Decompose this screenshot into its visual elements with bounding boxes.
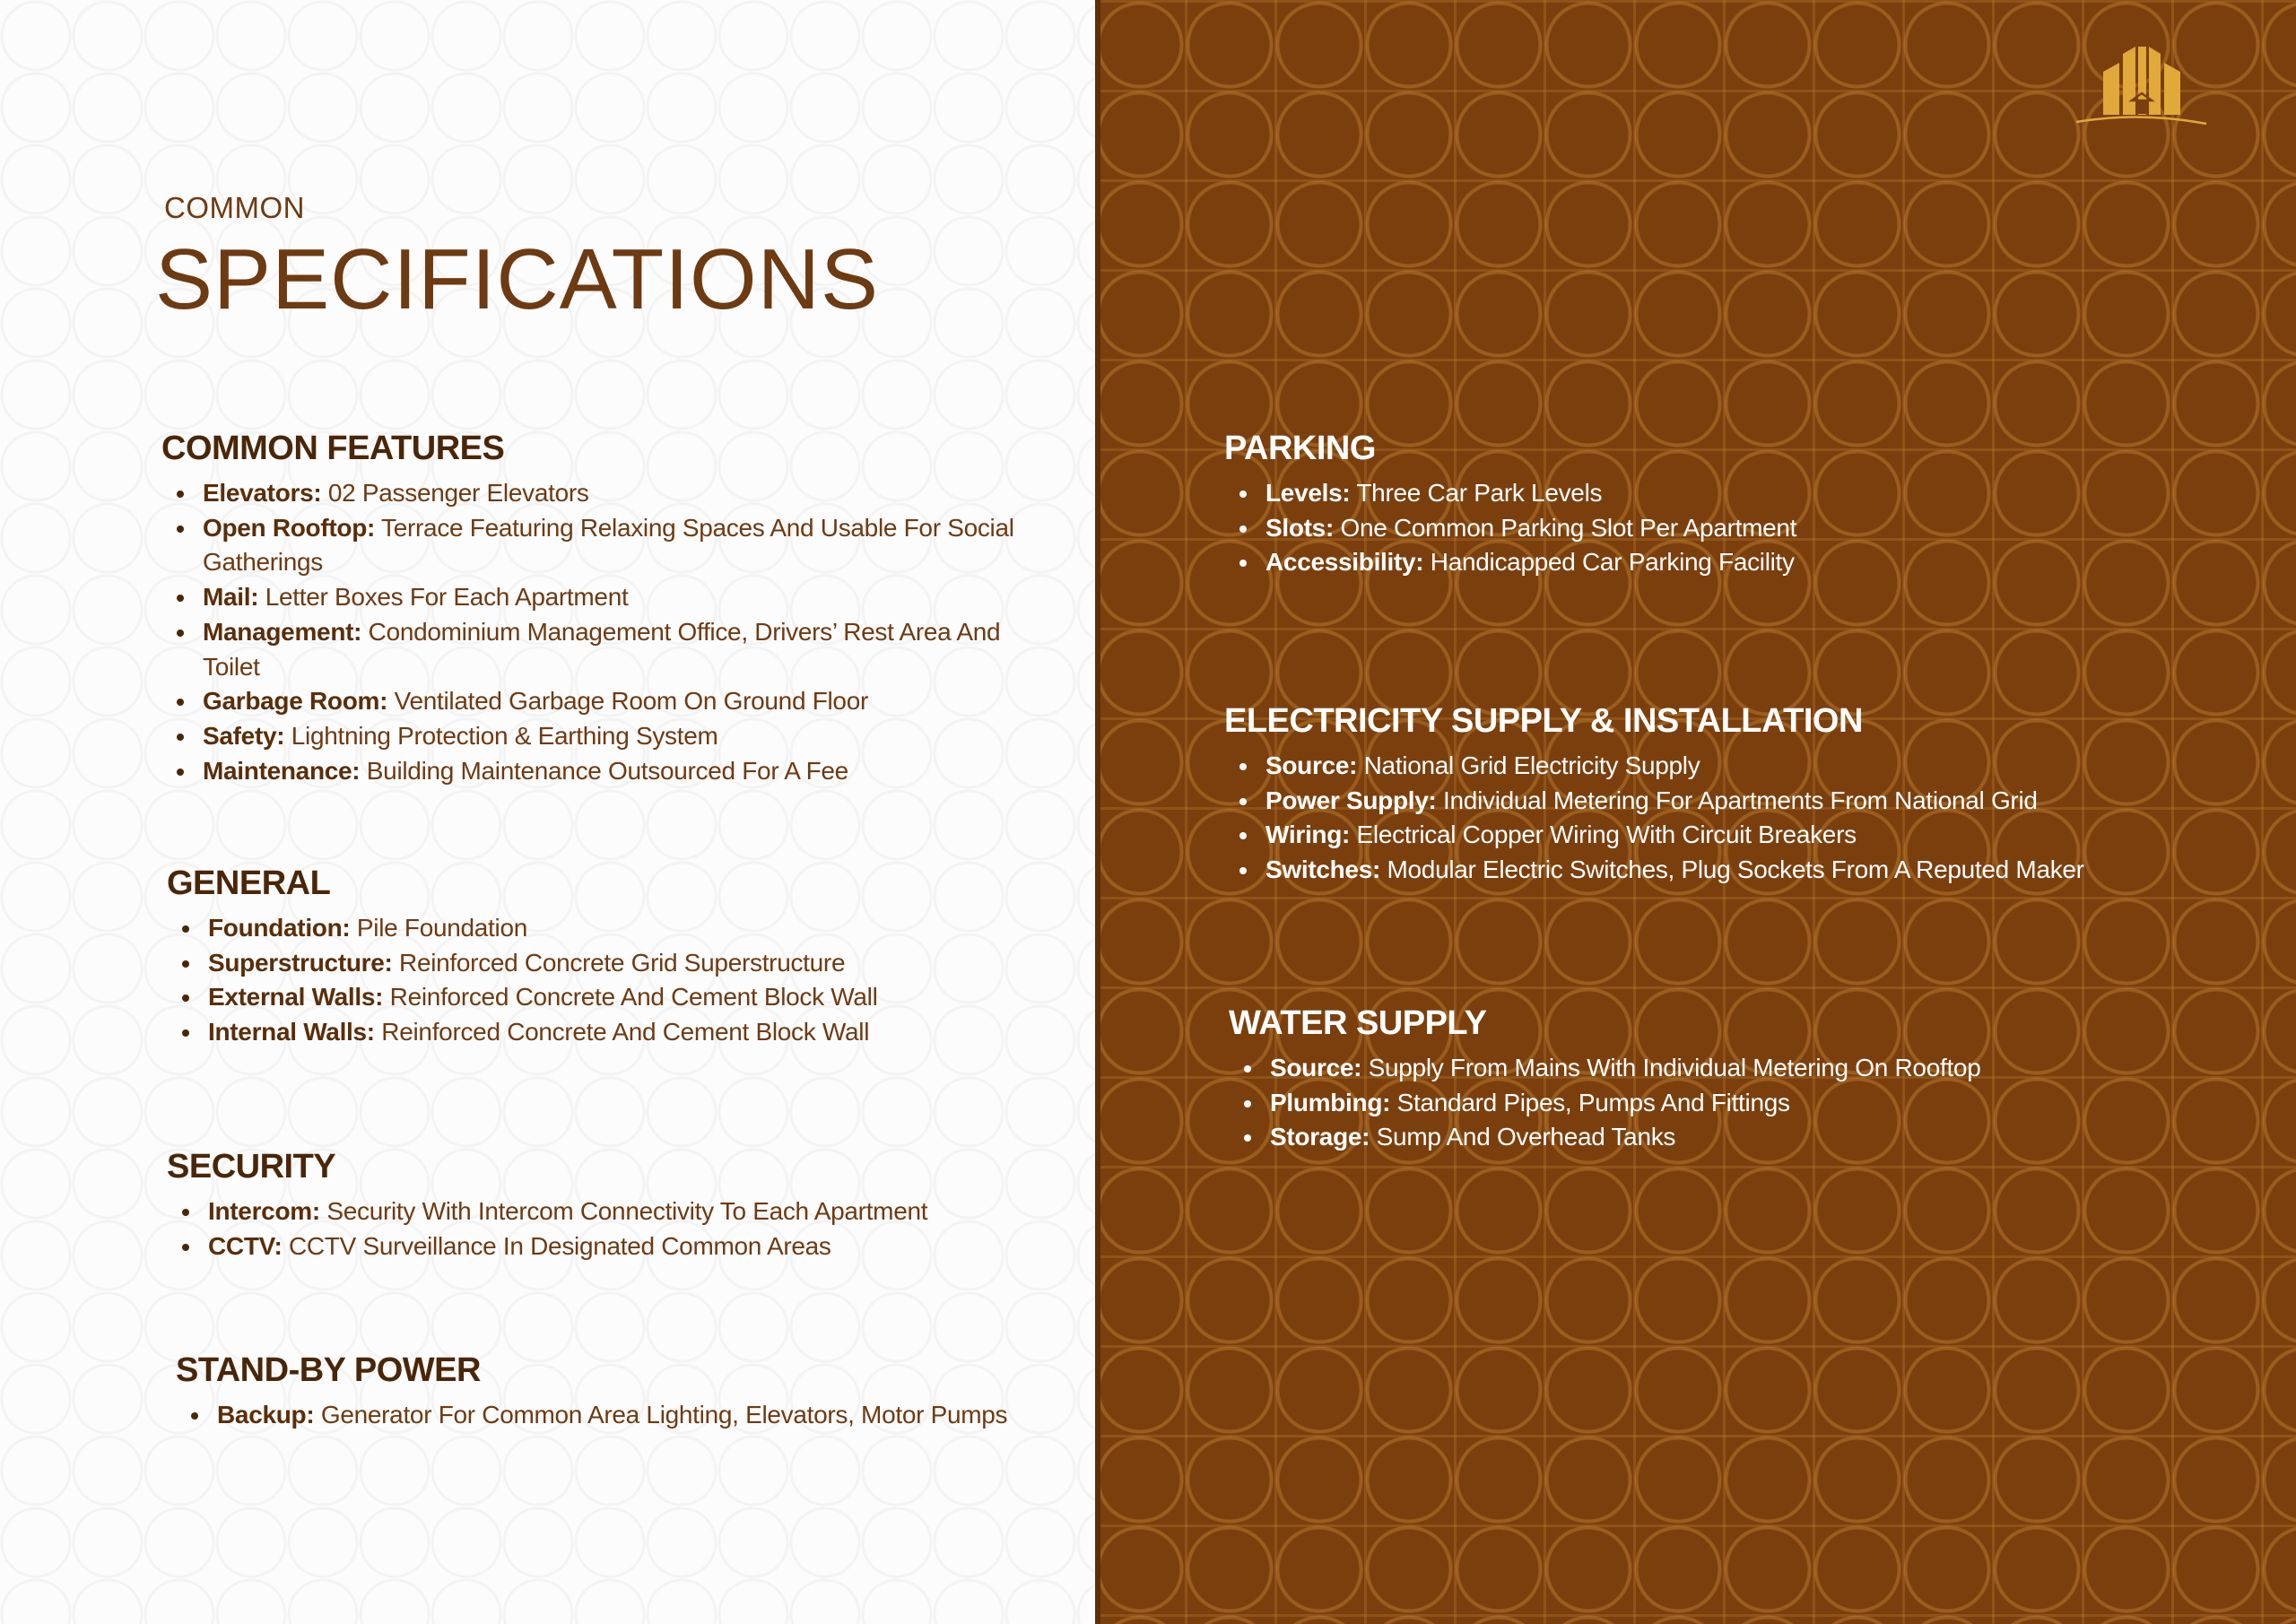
spec-value: Condominium Management Office, Drivers’ Rest Area And Toilet <box>203 617 1001 681</box>
spec-value: Lightning Protection & Earthing System <box>284 721 718 750</box>
spec-list <box>1224 476 2256 580</box>
spec-value: Electrical Copper Wiring With Circuit Breakers <box>1350 821 1857 849</box>
building-logo-icon <box>2049 36 2229 126</box>
spec-item <box>161 615 1058 684</box>
spec-value: Generator For Common Area Lighting, Elevators, Motor Pumps <box>314 1401 1008 1429</box>
page-title: SPECIFICATIONS <box>155 231 879 327</box>
spec-value: Reinforced Concrete Grid Superstructure <box>392 948 846 977</box>
section-security <box>167 1148 1064 1264</box>
spec-value: Pile Foundation <box>350 914 527 942</box>
spec-item <box>1224 476 2256 511</box>
section-heading: COMMON FEATURES <box>161 430 505 467</box>
spec-label: Management: <box>203 617 362 646</box>
section-water-supply <box>1229 1004 2260 1155</box>
spec-label: Source: <box>1270 1054 1362 1081</box>
spec-item <box>161 719 1058 754</box>
spec-label: Garbage Room: <box>203 687 388 716</box>
spec-label: Slots: <box>1265 513 1334 542</box>
panel-divider <box>1095 0 1100 1624</box>
spec-item <box>167 946 1064 981</box>
spec-item <box>1224 818 2256 853</box>
section-general <box>167 864 1064 1050</box>
spec-label: Mail: <box>203 583 259 612</box>
spec-item <box>161 684 1058 719</box>
spec-label: Superstructure: <box>208 948 393 977</box>
section-heading: WATER SUPPLY <box>1229 1004 1487 1042</box>
spec-label: Open Rooftop: <box>203 513 376 542</box>
spec-item <box>176 1398 1073 1433</box>
spec-label: Maintenance: <box>203 756 361 785</box>
section-common-features <box>161 430 1058 788</box>
spec-label: External Walls: <box>208 983 384 1012</box>
spec-label: Elevators: <box>203 479 322 507</box>
spec-value: Reinforced Concrete And Cement Block Wall <box>374 1018 870 1046</box>
section-stand-by-power <box>176 1351 1073 1433</box>
section-heading: ELECTRICITY SUPPLY & INSTALLATION <box>1224 702 1863 740</box>
spec-list <box>1229 1051 2260 1155</box>
spec-value: Building Maintenance Outsourced For A Fee <box>360 756 848 785</box>
spec-value: Individual Metering For Apartments From National Grid <box>1436 786 2038 814</box>
spec-value: CCTV Surveillance In Designated Common Areas <box>282 1231 831 1260</box>
spec-label: Accessibility: <box>1265 548 1424 577</box>
spec-list <box>167 911 1064 1050</box>
spec-value: National Grid Electricity Supply <box>1357 751 1700 779</box>
spec-label: CCTV: <box>208 1231 283 1260</box>
section-heading: GENERAL <box>167 864 331 902</box>
spec-value: Terrace Featuring Relaxing Spaces And Usable For Social Gatherings <box>203 513 1014 577</box>
spec-list <box>176 1398 1073 1433</box>
spec-item <box>167 911 1064 946</box>
spec-value: Security With Intercom Connectivity To Each Apartment <box>319 1197 928 1225</box>
spec-label: Storage: <box>1270 1123 1370 1151</box>
spec-label: Safety: <box>203 721 285 750</box>
spec-label: Foundation: <box>208 914 351 942</box>
spec-label: Plumbing: <box>1270 1088 1391 1116</box>
page-kicker: COMMON <box>164 191 305 224</box>
spec-value: Standard Pipes, Pumps And Fittings <box>1390 1088 1790 1116</box>
spec-item <box>1224 511 2256 546</box>
spec-value: Handicapped Car Parking Facility <box>1423 548 1795 577</box>
spec-label: Levels: <box>1265 479 1351 507</box>
spec-list <box>167 1194 1064 1264</box>
spec-label: Power Supply: <box>1265 786 1437 814</box>
spec-list <box>1224 749 2256 888</box>
section-heading: PARKING <box>1224 430 1376 467</box>
spec-label: Wiring: <box>1265 821 1351 849</box>
spec-item <box>161 511 1058 580</box>
spec-label: Internal Walls: <box>208 1018 375 1046</box>
spec-item <box>167 1194 1064 1229</box>
spec-list <box>161 476 1058 788</box>
spec-value: Letter Boxes For Each Apartment <box>258 583 629 612</box>
spec-item <box>161 754 1058 789</box>
spec-item <box>161 580 1058 615</box>
spec-item <box>1224 545 2256 580</box>
spec-item <box>167 1015 1064 1050</box>
spec-item <box>1224 784 2256 819</box>
spec-value: One Common Parking Slot Per Apartment <box>1333 513 1797 542</box>
spec-value: Three Car Park Levels <box>1350 479 1603 507</box>
spec-value: Modular Electric Switches, Plug Sockets From A Reputed Maker <box>1380 855 2084 884</box>
spec-label: Switches: <box>1265 855 1381 884</box>
section-electricity-supply-installation <box>1224 702 2256 888</box>
spec-item <box>167 980 1064 1015</box>
spec-value: Reinforced Concrete And Cement Block Wall <box>383 983 878 1012</box>
spec-value: 02 Passenger Elevators <box>321 479 589 507</box>
section-parking <box>1224 430 2256 580</box>
spec-item <box>1229 1086 2260 1121</box>
spec-label: Intercom: <box>208 1197 320 1225</box>
spec-label: Backup: <box>217 1401 315 1429</box>
spec-item <box>1224 853 2256 888</box>
spec-value: Sump And Overhead Tanks <box>1370 1123 1676 1151</box>
spec-item <box>1229 1051 2260 1086</box>
section-heading: SECURITY <box>167 1148 336 1185</box>
spec-value: Ventilated Garbage Room On Ground Floor <box>387 687 869 716</box>
section-heading: STAND-BY POWER <box>176 1351 481 1389</box>
spec-item <box>167 1229 1064 1264</box>
spec-label: Source: <box>1265 751 1358 779</box>
spec-item <box>1224 749 2256 784</box>
spec-item <box>161 476 1058 511</box>
spec-item <box>1229 1120 2260 1155</box>
spec-value: Supply From Mains With Individual Metering On Rooftop <box>1361 1054 1981 1081</box>
